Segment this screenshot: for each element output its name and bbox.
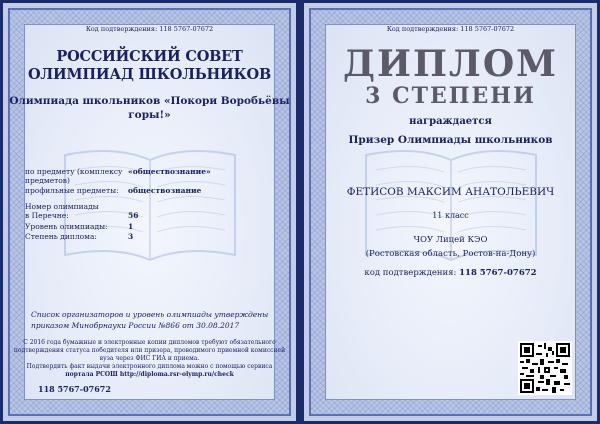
subject-label-cont: предметов) [25, 176, 70, 185]
school-name: ЧОУ Лицей КЭО [413, 235, 488, 245]
verification-label: код подтверждения: [364, 268, 457, 278]
verification-code-bottom: 118 5767-07672 [38, 384, 111, 394]
verification-code: 118 5767-07672 [459, 268, 537, 278]
prize-title: Призер Олимпиады школьников [348, 134, 553, 146]
diploma-degree-value: 3 [128, 232, 134, 241]
diploma-title: ДИПЛОМ [342, 43, 559, 85]
recipient-name: ФЕТИСОВ МАКСИМ АНАТОЛЬЕВИЧ [346, 186, 555, 198]
organization-title-line2: ОЛИМПИАД ШКОЛЬНИКОВ [27, 66, 272, 83]
notice-line3: вуза через ФИС ГИА и приема. [99, 355, 200, 362]
school-region: (Ростовская область, Ростов-на-Дону) [365, 249, 536, 259]
qr-code-icon [520, 343, 570, 393]
diploma-right-page [304, 3, 597, 421]
organization-title-line1: РОССИЙСКИЙ СОВЕТ [56, 48, 243, 65]
notice-line5: портала РСОШ http://diploma.rsr-olymp.ru/check [65, 371, 234, 378]
qr-code [518, 341, 572, 395]
notice-line4: Подтвердить факт выдачи электронного диплома можно с помощью сервиса [26, 363, 273, 370]
notice-line2: подтверждения статуса победителя или призера, проводимого приемной комиссией [13, 347, 286, 354]
order-note-line2: приказом Минобрнауки России №866 от 30.08.2017 [31, 321, 240, 330]
order-note-line1: Список организаторов и уровень олимпиады утверждены [31, 310, 269, 319]
olympiad-number-value: 56 [128, 211, 139, 220]
olympiad-name-line1: Олимпиада школьников «Покори Воробьёвы [9, 95, 290, 107]
olympiad-number-label-cont: в Перечне: [25, 211, 69, 220]
profile-subjects-value: обществознание [128, 186, 202, 195]
profile-subjects-label: профильные предметы: [25, 186, 119, 195]
verification-code-top: Код подтверждения: 118 5767-07672 [386, 25, 515, 33]
verification-line [304, 268, 597, 278]
notice-line1: С 2016 года бумажные и электронные копии дипломов требуют обязательного [23, 339, 276, 346]
subject-label: по предмету (комплексу [25, 167, 123, 176]
diploma-degree-label: Степень диплома: [25, 232, 97, 241]
verification-code-top: Код подтверждения: 118 5767-07672 [85, 25, 214, 33]
olympiad-number-label: Номер олимпиады [25, 202, 99, 211]
olympiad-level-label: Уровень олимпиады: [25, 222, 108, 231]
olympiad-level-value: 1 [128, 222, 134, 231]
subject-value: «обществознание» [128, 167, 211, 176]
recipient-grade: 11 класс [432, 211, 469, 220]
olympiad-name-line2: горы!» [128, 109, 171, 121]
awarded-text: награждается [409, 116, 492, 127]
diploma-degree-title: 3 СТЕПЕНИ [365, 83, 536, 109]
diploma-left-page [3, 3, 296, 421]
